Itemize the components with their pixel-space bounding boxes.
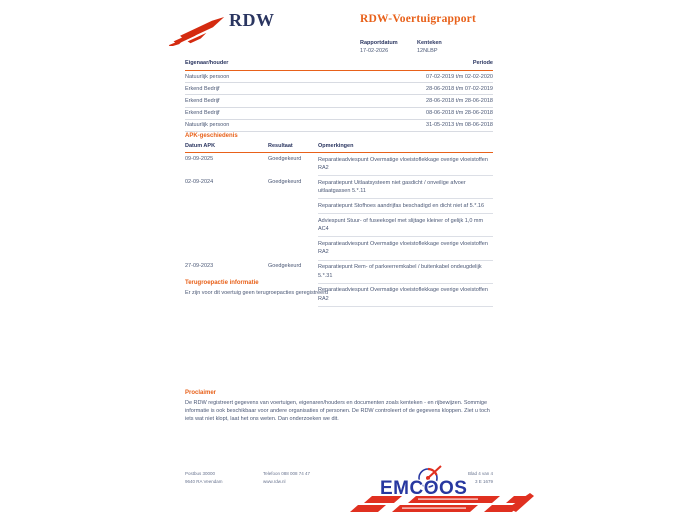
rdw-wing-logo-icon	[168, 16, 226, 46]
recall-heading: Terugroepactie informatie	[185, 280, 259, 286]
owner-period: 31-05-2013 t/m 08-06-2018	[426, 122, 493, 129]
apk-result: Goedgekeurd	[268, 263, 302, 270]
recall-section	[185, 280, 493, 296]
apk-remarks	[318, 153, 493, 176]
apk-date: 27-09-2023	[185, 263, 214, 270]
col-datum-apk: Datum APK	[185, 143, 216, 149]
owner-history-section	[185, 60, 493, 132]
rapportdatum-value: 17-02-2026	[360, 48, 389, 54]
proclaimer-section	[185, 390, 493, 424]
kenteken-label: Kenteken	[417, 40, 442, 46]
kenteken-value: 12NLBP	[417, 48, 438, 54]
owner-row	[185, 108, 493, 120]
col-resultaat: Resultaat	[268, 143, 293, 149]
apk-heading: APK-geschiedenis	[185, 133, 238, 139]
apk-table-header	[185, 143, 493, 153]
rapportdatum-label: Rapportdatum	[360, 40, 398, 46]
owner-name: Natuurlijk persoon	[185, 122, 230, 129]
apk-row	[185, 176, 493, 260]
report-title: RDW-Voertuigrapport	[360, 13, 477, 25]
apk-row	[185, 153, 493, 176]
footer-form-code: 3 E 1679	[474, 479, 493, 485]
emcoos-watermark	[350, 464, 535, 514]
owner-period: 28-06-2018 t/m 07-02-2019	[426, 85, 493, 92]
apk-result: Goedgekeurd	[268, 155, 302, 162]
apk-remark: Reparatiepunt Uitlaatsysteem niet gasdicht / onveilige afvoer uitlaatgassen 5.*.11	[318, 176, 493, 199]
col-periode: Periode	[472, 60, 493, 66]
owner-row	[185, 71, 493, 83]
recall-text: Er zijn voor dit voertuig geen terugroepacties geregistreerd	[185, 290, 329, 296]
apk-remark: Reparatiepunt Rem- of parkeerremkabel / buitenkabel ondeugdelijk 5.*.31	[318, 261, 493, 284]
owner-name: Erkend Bedrijf	[185, 85, 220, 92]
apk-remark: Reparatieadviespunt Overmatige vloeistoflekkage overige vloeistoffen RA2	[318, 153, 493, 176]
apk-remarks	[318, 176, 493, 260]
proclaimer-heading: Proclaimer	[185, 390, 217, 396]
footer-postbus: Postbus 30000	[185, 471, 216, 476]
apk-remark: Adviespunt Stuur- of fuseekogel met slijtage kleiner of gelijk 1,0 mm AC4	[318, 214, 493, 237]
footer-page-indicator: Blad 4 van 4	[467, 471, 493, 476]
owner-row	[185, 83, 493, 95]
apk-date: 09-09-2025	[185, 155, 214, 162]
owner-row	[185, 120, 493, 132]
apk-remark: Reparatiepunt Stofhoes aandrijfas beschadigd en dicht niet af 5.*.16	[318, 199, 493, 214]
apk-date: 02-09-2024	[185, 178, 214, 185]
owner-period: 08-06-2018 t/m 28-06-2018	[426, 110, 493, 117]
owner-name: Erkend Bedrijf	[185, 97, 220, 104]
apk-remark: Reparatieadviespunt Overmatige vloeistoflekkage overige vloeistoffen RA2	[318, 284, 493, 307]
emcoos-wordmark: EMCOOS	[380, 478, 468, 499]
owner-name: Natuurlijk persoon	[185, 73, 230, 80]
owner-period: 28-06-2018 t/m 28-06-2018	[426, 97, 493, 104]
col-opmerkingen: Opmerkingen	[318, 143, 354, 149]
footer-website: www.rdw.nl	[263, 479, 286, 485]
footer-city: 9640 RA Veendam	[185, 479, 223, 485]
footer-address	[185, 470, 263, 486]
apk-remark: Reparatieadviespunt Overmatige vloeistoflekkage overige vloeistoffen RA2	[318, 237, 493, 260]
col-eigenaar-houder: Eigenaar/houder	[185, 60, 229, 66]
footer-phone: Telefoon 088 008 74 47	[263, 471, 311, 476]
owner-row	[185, 95, 493, 107]
owner-table-header	[185, 60, 493, 71]
owner-period: 07-02-2019 t/m 02-02-2020	[426, 73, 493, 80]
rdw-wordmark: RDW	[229, 10, 275, 30]
apk-result: Goedgekeurd	[268, 178, 302, 185]
proclaimer-text: De RDW registreert gegevens van voertuigen, eigenaren/houders en documenten zoals kenteken - en rijbewijzen. Sommige informatie is ook beschikbaar voor andere organisaties of personen. De RDW controleert of de gegevens kloppen. Ziet u toch iets wat niet klopt, laat het ons weten. Dan onderzoeken we dit.	[185, 400, 490, 422]
owner-name: Erkend Bedrijf	[185, 110, 220, 117]
